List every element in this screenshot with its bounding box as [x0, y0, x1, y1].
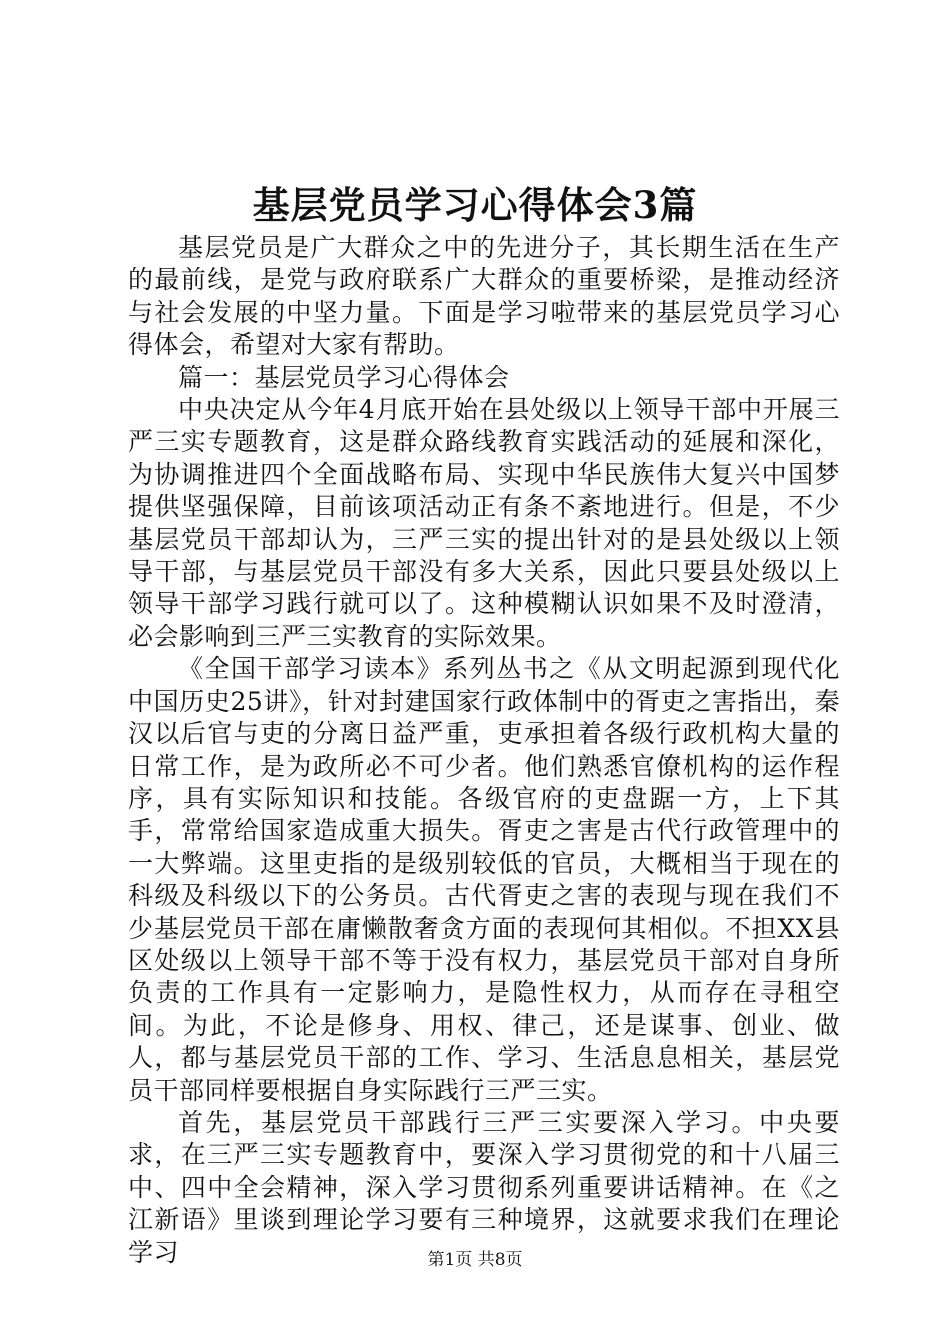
document-title: 基层党员学习心得体会3篇: [252, 183, 698, 227]
paragraph-3: 首先，基层党员干部践行三严三实要深入学习。中央要求，在三严三实专题教育中，要深入学习贯彻党的和十八届三中、四中全会精神，深入学习贯彻系列重要讲话精神。在《之江新语》里谈到理论学习要有三种境界，这就要求我们在理论学习: [128, 1107, 840, 1267]
paragraph-1: 中央决定从今年4月底开始在县处级以上领导干部中开展三严三实专题教育，这是群众路线教育实践活动的延展和深化，为协调推进四个全面战略布局、实现中华民族伟大复兴中国梦提供坚强保障，目前该项活动正有条不紊地进行。但是，不少基层党员干部却认为，三严三实的提出针对的是县处级以上领导干部，与基层党员干部没有多大关系，因此只要县处级以上领导干部学习践行就可以了。这种模糊认识如果不及时澄清，必会影响到三严三实教育的实际效果。: [128, 395, 840, 651]
section-heading: 篇一：基层党员学习心得体会: [178, 362, 510, 392]
paragraph-intro: 基层党员是广大群众之中的先进分子，其长期生活在生产的最前线，是党与政府联系广大群众的重要桥梁，是推动经济与社会发展的中坚力量。下面是学习啦带来的基层党员学习心得体会，希望对大家有帮助。: [128, 233, 840, 360]
document-body: [128, 232, 840, 1269]
page-footer: 第1页 共8页: [427, 1250, 523, 1270]
paragraph-2: 《全国干部学习读本》系列丛书之《从文明起源到现代化中国历史25讲》，针对封建国家行政体制中的胥吏之害指出，秦汉以后官与吏的分离日益严重，吏承担着各级行政机构大量的日常工作，是为政所必不可少者。他们熟悉官僚机构的运作程序，具有实际知识和技能。各级官府的吏盘踞一方，上下其手，常常给国家造成重大损失。胥吏之害是古代行政管理中的一大弊端。这里吏指的是级别较低的官员，大概相当于现在的科级及科级以下的公务员。古代胥吏之害的表现与现在我们不少基层党员干部在庸懒散奢贪方面的表现何其相似。不担XX县区处级以上领导干部不等于没有权力，基层党员干部对自身所负责的工作具有一定影响力，是隐性权力，从而存在寻租空间。为此，不论是修身、用权、律己，还是谋事、创业、做人，都与基层党员干部的工作、学习、生活息息相关，基层党员干部同样要根据自身实际践行三严三实。: [128, 654, 840, 1105]
